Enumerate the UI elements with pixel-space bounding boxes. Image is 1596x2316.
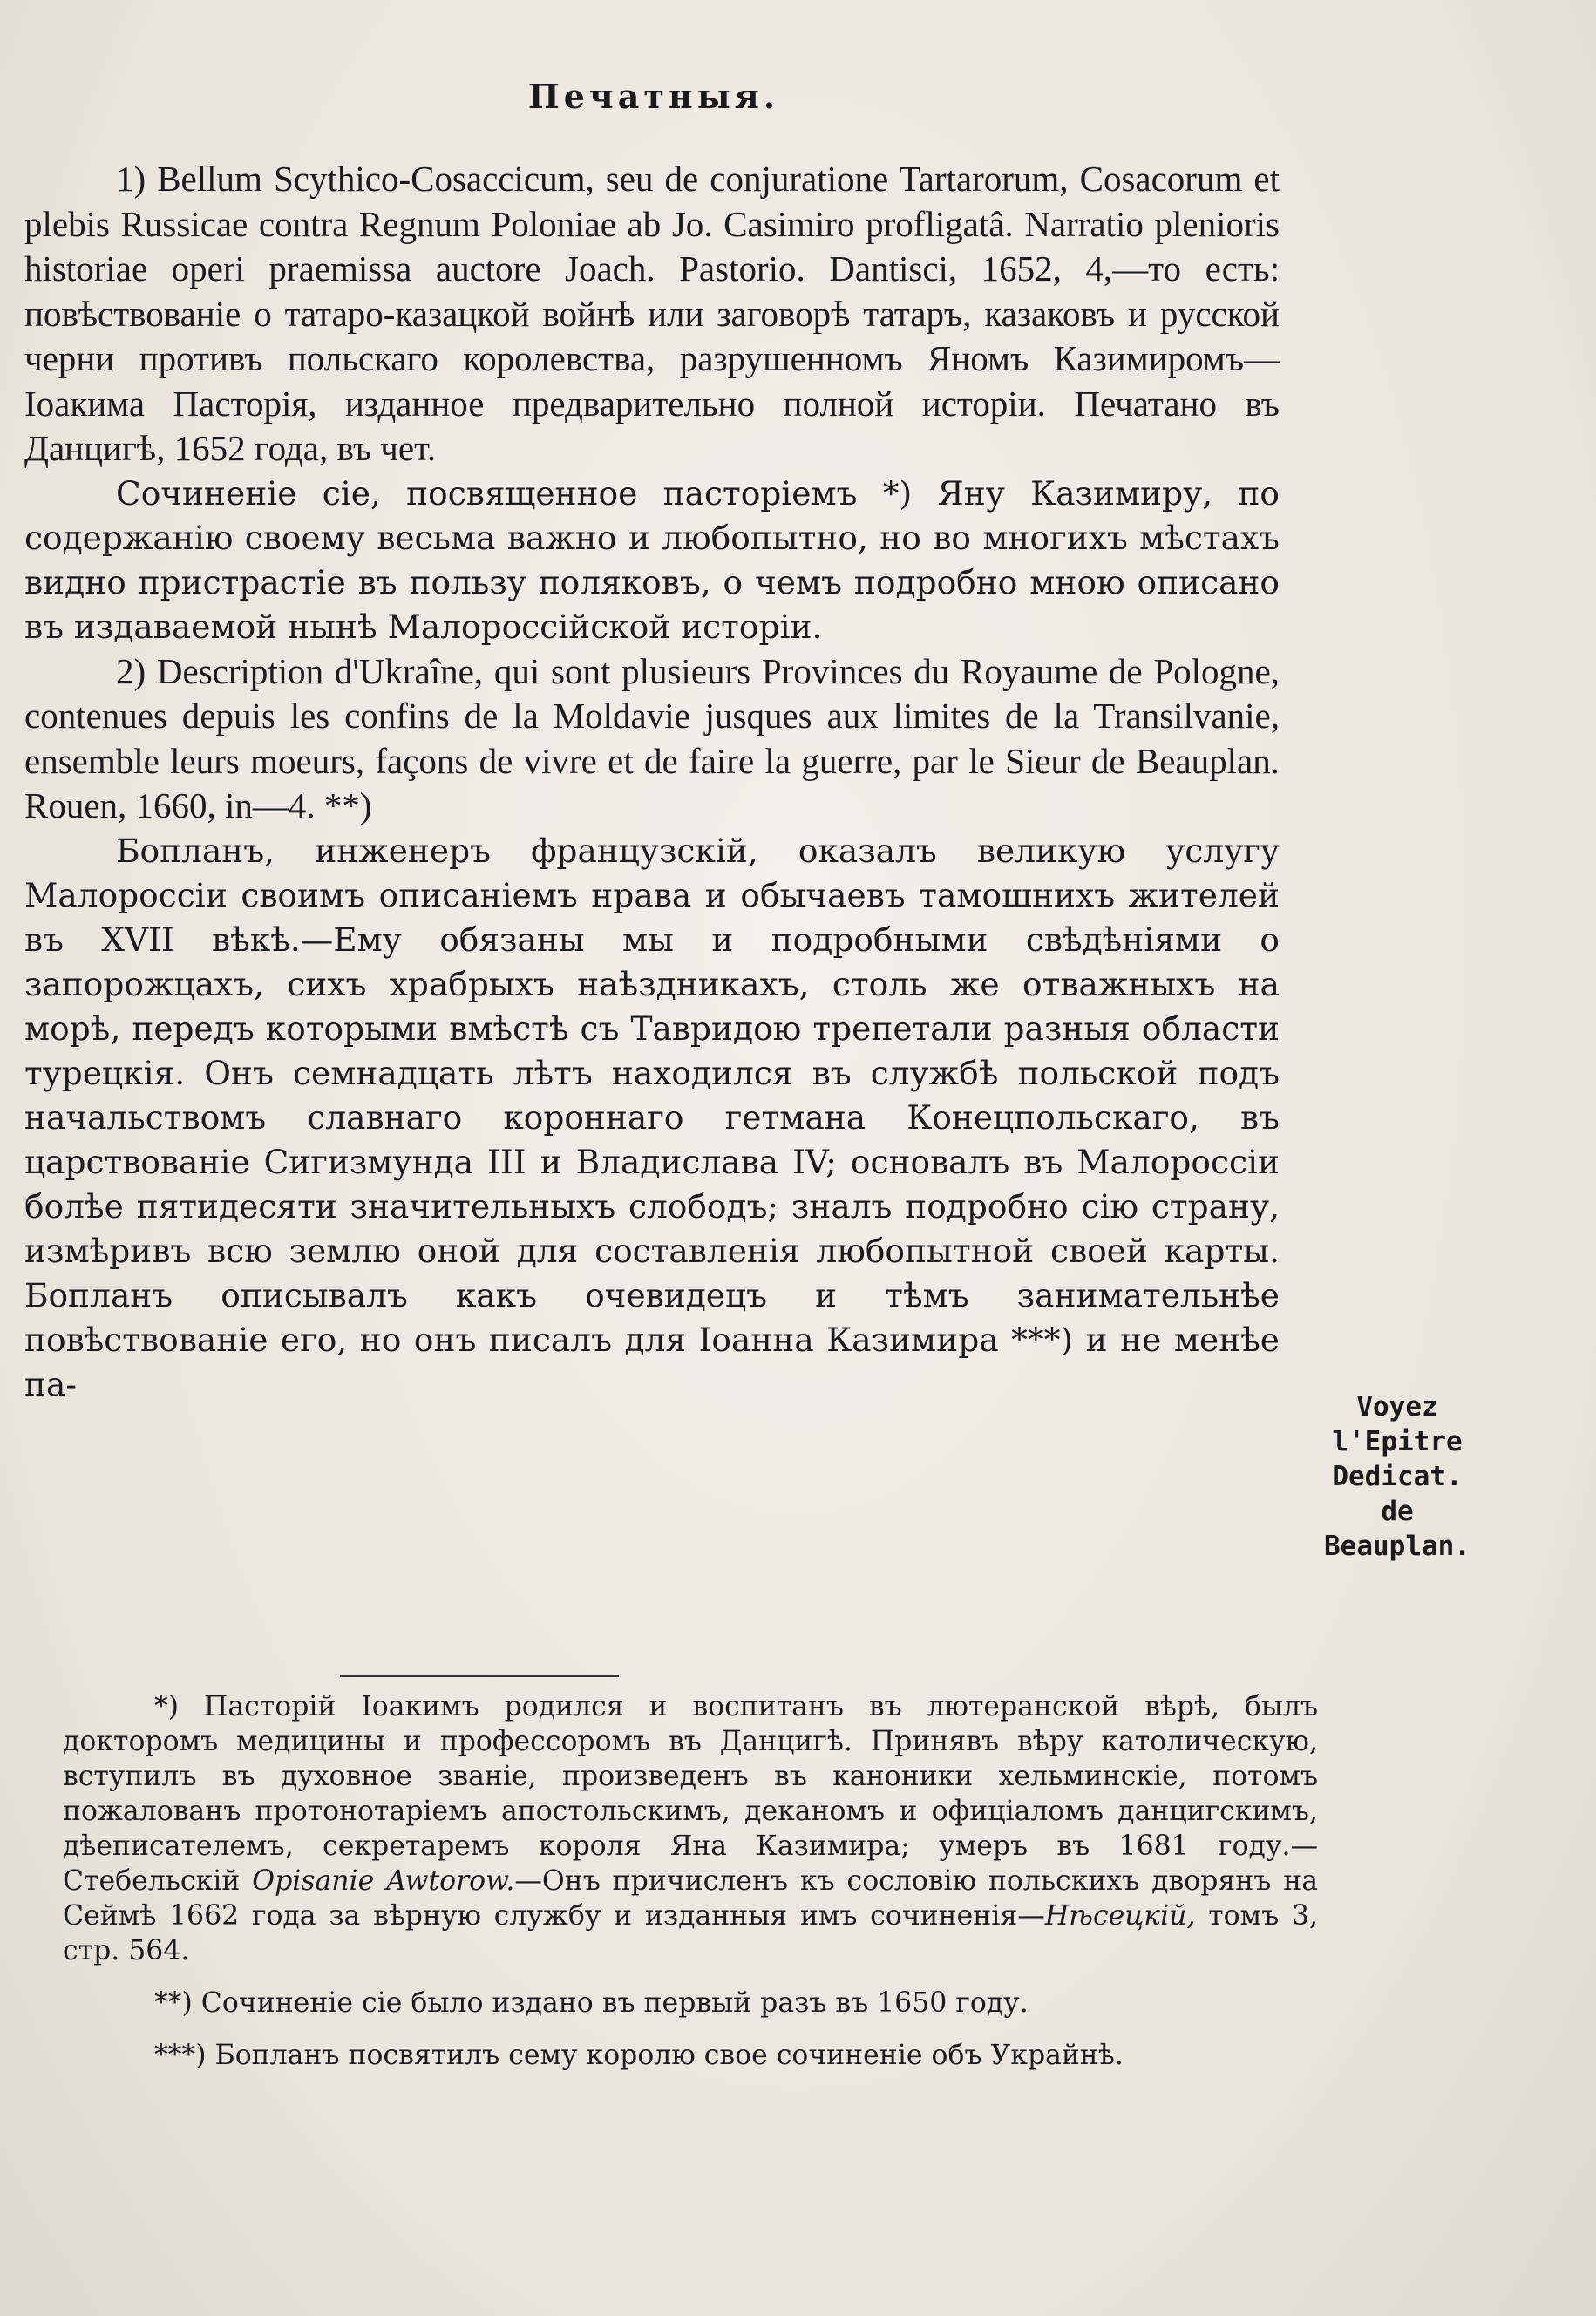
- footnote-1-text-a: *) Пасторій Іоакимъ родился и воспитанъ въ лютеранской вѣрѣ, былъ докторомъ медицины и профессоромъ въ Данцигѣ. Принявъ вѣру католическую, вступилъ въ духовное званіе, произведенъ въ каноники хельминскіе, потомъ пожалованъ протонотаріемъ апостольскимъ, деканомъ и офиціаломъ данцигскимъ, дѣеписателемъ, секретаремъ короля Яна Казимира; умеръ въ 1681 году.—Стебельскій: [63, 1691, 1318, 1897]
- margin-note: Voyez l'Epitre Dedicat. de Beauplan.: [1324, 1391, 1470, 1562]
- footnote-1-title: Opisanie Awtorow.: [252, 1865, 515, 1897]
- paragraph-item-1: 1) Bellum Scythico-Cosaccicum, seu de conjuratione Tartarorum, Cosacorum et plebis Russicae contra Regnum Poloniae ab Jo. Casimiro profligatâ. Narratio plenioris historiae operi praemissa auctore Joach. Pastorio. Dantisci, 1652, 4,—то есть: повѣствованіе о татаро-казацкой войнѣ или заговорѣ татаръ, казаковъ и русской черни противъ польскаго королевства, разрушенномъ Яномъ Казимиромъ—Іоакима Пасторія, изданное предварительно полной исторіи. Печатано въ Данцигѣ, 1652 года, въ чет.: [24, 159, 1280, 468]
- footnote-2: **) Сочиненіе сіе было издано въ первый разъ въ 1650 году.: [154, 1987, 1029, 2019]
- footnote-1-text-c: томъ 3, стр. 564.: [63, 1900, 1319, 1966]
- footnote-1-author: Нѣсецкій,: [1044, 1900, 1196, 1932]
- footnote-1: [63, 1689, 1318, 1968]
- footnote-3: ***) Бопланъ посвятилъ сему королю свое сочиненіе объ Украйнѣ.: [154, 2040, 1124, 2071]
- paragraph-item-2: 2) Description d'Ukraîne, qui sont plusieurs Provinces du Royaume de Pologne, contenues depuis les confins de la Moldavie jusques aux limites de la Transilvanie, ensemble leurs moeurs, façons de vivre et de faire la guerre, par le Sieur de Beauplan. Rouen, 1660, in—4. **): [24, 650, 1280, 825]
- footnote-1-text-b: —Онъ причисленъ къ сословію польскихъ дворянъ на Сеймѣ 1662 года за вѣрную службу и изданныя имъ сочиненія—: [63, 1865, 1318, 1932]
- footnotes: [63, 1689, 1318, 2073]
- section-heading: Печатныя.: [527, 77, 780, 116]
- paragraph-item-2-comment: Бопланъ, инженеръ французскій, оказалъ великую услугу Малороссіи своимъ описаніемъ нрава и обычаевъ тамошнихъ жителей въ XVII вѣкѣ.—Ему обязаны мы и подробными свѣдѣніями о запорожцахъ, сихъ храбрыхъ наѣздникахъ, столь же отважныхъ на морѣ, передъ которыми вмѣстѣ съ Тавридою трепетали разныя области турецкія. Онъ семнадцать лѣтъ находился въ службѣ польской подъ начальствомъ славнаго короннаго гетмана Конецпольскаго, въ царствованіе Сигизмунда III и Владислава IV; основалъ въ Малороссіи болѣе пятидесяти значительныхъ слободъ; зналъ подробно сію страну, измѣривъ всю землю оной для составленія любопытной своей карты. Бопланъ описывалъ какъ очевидецъ и тѣмъ занимательнѣе повѣствованіе его, но онъ писалъ для Іоанна Казимира ***) и не менѣе па-: [24, 831, 1280, 1403]
- footnote-divider: [340, 1675, 619, 1677]
- paragraph-item-1-comment: Сочиненіе сіе, посвященное пасторіемъ *) Яну Казимиру, по содержанію своему весьма важно и любопытно, но во многихъ мѣстахъ видно пристрастіе въ пользу поляковъ, о чемъ подробно мною описано въ издаваемой нынѣ Малороссійской исторіи.: [24, 473, 1280, 646]
- main-text: [24, 157, 1280, 1407]
